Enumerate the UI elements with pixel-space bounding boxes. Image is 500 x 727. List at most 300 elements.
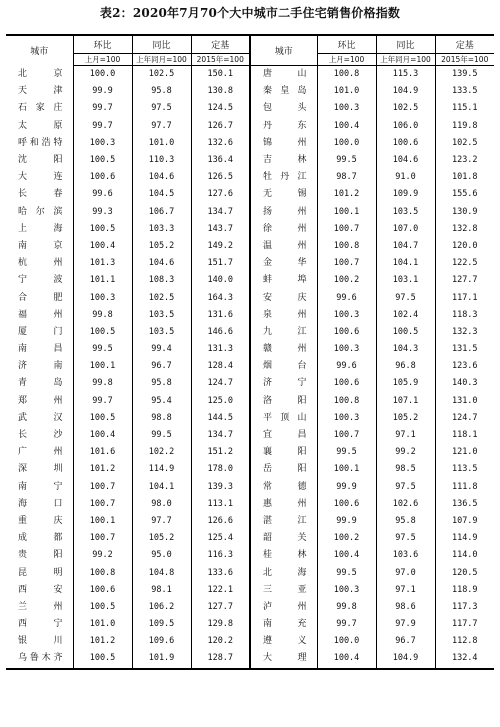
base-value-right: 111.8 — [435, 479, 494, 496]
base-value-right: 117.3 — [435, 599, 494, 616]
city-name-right: 丹东 — [250, 118, 317, 135]
header-mom-sub-right: 上月=100 — [317, 54, 376, 66]
yoy-value-left: 103.5 — [132, 324, 191, 341]
city-name-left: 兰州 — [18, 601, 63, 612]
city-name-right: 岳阳 — [250, 461, 317, 478]
yoy-value-left: 95.0 — [132, 547, 191, 564]
mom-value-right: 99.5 — [317, 152, 376, 169]
yoy-value-left: 104.6 — [132, 255, 191, 272]
base-value-left: 178.0 — [191, 461, 250, 478]
yoy-value-right: 96.8 — [376, 358, 435, 375]
mom-value-left: 100.6 — [73, 582, 132, 599]
base-value-right: 127.7 — [435, 272, 494, 289]
table-row — [6, 358, 494, 375]
yoy-value-right: 106.0 — [376, 118, 435, 135]
city-name-right: 洛阳 — [250, 393, 317, 410]
city-name-right: 扬州 — [250, 204, 317, 221]
yoy-value-left: 97.7 — [132, 513, 191, 530]
yoy-value-right: 115.3 — [376, 66, 435, 84]
city-name-right: 三亚 — [250, 582, 317, 599]
city-name-left: 银川 — [18, 636, 63, 647]
table-body — [6, 66, 494, 669]
city-name-left: 乌鲁木齐 — [6, 650, 73, 668]
yoy-value-left: 106.7 — [132, 204, 191, 221]
yoy-value-right: 109.9 — [376, 186, 435, 203]
base-value-left: 126.5 — [191, 169, 250, 186]
yoy-value-right: 102.4 — [376, 307, 435, 324]
city-name-right: 泸州 — [250, 599, 317, 616]
yoy-value-right: 97.1 — [376, 427, 435, 444]
base-value-left: 164.3 — [191, 289, 250, 306]
base-value-right: 117.7 — [435, 616, 494, 633]
mom-value-left: 100.3 — [73, 289, 132, 306]
base-value-left: 134.7 — [191, 427, 250, 444]
base-value-right: 140.3 — [435, 375, 494, 392]
base-value-right: 136.5 — [435, 496, 494, 513]
mom-value-left: 100.0 — [73, 66, 132, 84]
mom-value-right: 100.2 — [317, 530, 376, 547]
city-name-left: 昆明 — [18, 567, 63, 578]
yoy-value-left: 102.2 — [132, 444, 191, 461]
mom-value-left: 101.2 — [73, 461, 132, 478]
header-yoy-sub-left: 上年同月=100 — [132, 54, 191, 66]
city-name-right: 徐州 — [250, 221, 317, 238]
mom-value-left: 100.3 — [73, 135, 132, 152]
city-name-left: 沈阳 — [18, 155, 63, 166]
mom-value-right: 100.4 — [317, 650, 376, 668]
base-value-left: 132.6 — [191, 135, 250, 152]
base-value-right: 131.5 — [435, 341, 494, 358]
base-value-right: 123.6 — [435, 358, 494, 375]
base-value-right: 132.4 — [435, 650, 494, 668]
mom-value-right: 100.3 — [317, 582, 376, 599]
base-value-right: 118.3 — [435, 307, 494, 324]
base-value-right: 124.7 — [435, 410, 494, 427]
base-value-left: 144.5 — [191, 410, 250, 427]
mom-value-right: 100.3 — [317, 341, 376, 358]
base-value-right: 115.1 — [435, 100, 494, 117]
base-value-left: 126.7 — [191, 118, 250, 135]
header-city-left: 城市 — [6, 35, 73, 66]
city-name-left: 天津 — [18, 86, 63, 97]
city-name-right: 九江 — [250, 324, 317, 341]
yoy-value-left: 108.3 — [132, 272, 191, 289]
mom-value-left: 99.7 — [73, 100, 132, 117]
table-row — [6, 324, 494, 341]
table-row — [6, 547, 494, 564]
yoy-value-right: 97.5 — [376, 289, 435, 306]
mom-value-right: 99.6 — [317, 358, 376, 375]
table-row — [6, 513, 494, 530]
table-row — [6, 307, 494, 324]
table-row — [6, 341, 494, 358]
yoy-value-left: 105.2 — [132, 530, 191, 547]
mom-value-left: 100.5 — [73, 152, 132, 169]
header-mom-sub-left: 上月=100 — [73, 54, 132, 66]
mom-value-left: 101.3 — [73, 255, 132, 272]
mom-value-left: 100.7 — [73, 530, 132, 547]
yoy-value-right: 96.7 — [376, 633, 435, 650]
yoy-value-right: 97.0 — [376, 564, 435, 581]
city-name-left: 西宁 — [18, 619, 63, 630]
mom-value-right: 100.7 — [317, 221, 376, 238]
base-value-right: 114.9 — [435, 530, 494, 547]
base-value-left: 133.6 — [191, 564, 250, 581]
mom-value-right: 100.0 — [317, 135, 376, 152]
base-value-left: 143.7 — [191, 221, 250, 238]
yoy-value-left: 98.8 — [132, 410, 191, 427]
mom-value-right: 100.3 — [317, 307, 376, 324]
yoy-value-left: 109.6 — [132, 633, 191, 650]
yoy-value-right: 100.6 — [376, 135, 435, 152]
yoy-value-left: 103.3 — [132, 221, 191, 238]
base-value-right: 120.0 — [435, 238, 494, 255]
mom-value-left: 101.6 — [73, 444, 132, 461]
table-row — [6, 410, 494, 427]
base-value-right: 114.0 — [435, 547, 494, 564]
base-value-left: 151.2 — [191, 444, 250, 461]
table-row — [6, 186, 494, 203]
city-name-left: 广州 — [18, 447, 63, 458]
yoy-value-left: 95.8 — [132, 375, 191, 392]
mom-value-left: 100.5 — [73, 324, 132, 341]
base-value-right: 112.8 — [435, 633, 494, 650]
mom-value-left: 100.4 — [73, 427, 132, 444]
mom-value-left: 99.7 — [73, 118, 132, 135]
mom-value-right: 101.0 — [317, 83, 376, 100]
city-name-left: 南京 — [18, 240, 63, 251]
base-value-right: 121.0 — [435, 444, 494, 461]
base-value-right: 102.5 — [435, 135, 494, 152]
mom-value-right: 100.7 — [317, 255, 376, 272]
city-name-left: 石家庄 — [18, 103, 63, 114]
city-name-left: 青岛 — [18, 378, 63, 389]
city-name-left: 重庆 — [18, 515, 63, 526]
yoy-value-left: 104.6 — [132, 169, 191, 186]
base-value-left: 131.6 — [191, 307, 250, 324]
price-index-table-container — [6, 34, 494, 670]
mom-value-left: 100.5 — [73, 410, 132, 427]
yoy-value-right: 98.6 — [376, 599, 435, 616]
mom-value-right: 100.3 — [317, 410, 376, 427]
base-value-left: 128.4 — [191, 358, 250, 375]
city-name-right: 温州 — [250, 238, 317, 255]
header-base-left: 定基 — [191, 35, 250, 54]
city-name-right: 惠州 — [250, 496, 317, 513]
yoy-value-left: 99.4 — [132, 341, 191, 358]
base-value-right: 118.9 — [435, 582, 494, 599]
mom-value-right: 98.7 — [317, 169, 376, 186]
yoy-value-right: 100.5 — [376, 324, 435, 341]
mom-value-left: 99.6 — [73, 186, 132, 203]
yoy-value-right: 105.9 — [376, 375, 435, 392]
mom-value-left: 100.1 — [73, 513, 132, 530]
mom-value-left: 100.5 — [73, 650, 132, 668]
city-name-right: 襄阳 — [250, 444, 317, 461]
mom-value-left: 99.9 — [73, 83, 132, 100]
table-row — [6, 204, 494, 221]
base-value-left: 127.6 — [191, 186, 250, 203]
mom-value-left: 100.5 — [73, 599, 132, 616]
city-name-right: 锦州 — [250, 135, 317, 152]
mom-value-left: 101.2 — [73, 633, 132, 650]
city-name-left: 北京 — [18, 68, 63, 79]
base-value-right: 131.0 — [435, 393, 494, 410]
base-value-right: 118.1 — [435, 427, 494, 444]
yoy-value-left: 105.2 — [132, 238, 191, 255]
city-name-left: 长沙 — [18, 430, 63, 441]
table-row — [6, 118, 494, 135]
yoy-value-right: 104.9 — [376, 83, 435, 100]
table-row — [6, 238, 494, 255]
yoy-value-left: 102.5 — [132, 66, 191, 84]
city-name-left: 呼和浩特 — [18, 137, 63, 148]
yoy-value-right: 97.5 — [376, 530, 435, 547]
table-row — [6, 461, 494, 478]
table-row — [6, 599, 494, 616]
mom-value-right: 100.7 — [317, 427, 376, 444]
yoy-value-right: 99.2 — [376, 444, 435, 461]
mom-value-right: 99.5 — [317, 444, 376, 461]
mom-value-right: 100.4 — [317, 547, 376, 564]
header-city-right: 城市 — [250, 35, 317, 66]
yoy-value-right: 98.5 — [376, 461, 435, 478]
yoy-value-left: 98.1 — [132, 582, 191, 599]
mom-value-right: 99.7 — [317, 616, 376, 633]
city-name-left: 上海 — [18, 223, 63, 234]
city-name-right: 安庆 — [250, 289, 317, 306]
base-value-right: 107.9 — [435, 513, 494, 530]
table-title: 表2：2020年7月70个大中城市二手住宅销售价格指数 — [99, 6, 401, 20]
table-row — [6, 564, 494, 581]
base-value-left: 125.0 — [191, 393, 250, 410]
mom-value-left: 100.8 — [73, 564, 132, 581]
city-name-right: 遵义 — [250, 633, 317, 650]
yoy-value-right: 97.9 — [376, 616, 435, 633]
mom-value-left: 101.1 — [73, 272, 132, 289]
mom-value-right: 100.6 — [317, 324, 376, 341]
mom-value-right: 99.9 — [317, 479, 376, 496]
base-value-left: 130.8 — [191, 83, 250, 100]
base-value-left: 120.2 — [191, 633, 250, 650]
price-index-table — [6, 34, 494, 670]
city-name-left: 合肥 — [18, 292, 63, 303]
mom-value-left: 99.2 — [73, 547, 132, 564]
table-row — [6, 650, 494, 668]
yoy-value-right: 104.1 — [376, 255, 435, 272]
base-value-left: 136.4 — [191, 152, 250, 169]
header-mom-right: 环比 — [317, 35, 376, 54]
base-value-left: 116.3 — [191, 547, 250, 564]
table-row — [6, 375, 494, 392]
header-mom-left: 环比 — [73, 35, 132, 54]
mom-value-right: 100.6 — [317, 496, 376, 513]
city-name-right: 济宁 — [250, 375, 317, 392]
table-row — [6, 66, 494, 84]
mom-value-left: 100.4 — [73, 238, 132, 255]
base-value-right: 132.8 — [435, 221, 494, 238]
mom-value-right: 100.4 — [317, 118, 376, 135]
city-name-left: 厦门 — [18, 326, 63, 337]
mom-value-right: 100.0 — [317, 633, 376, 650]
table-row — [6, 530, 494, 547]
table-row — [6, 479, 494, 496]
city-name-right: 秦皇岛 — [250, 83, 317, 100]
city-name-right: 无锡 — [250, 186, 317, 203]
yoy-value-right: 104.6 — [376, 152, 435, 169]
header-base-sub-right: 2015年=100 — [435, 54, 494, 66]
base-value-right: 155.6 — [435, 186, 494, 203]
base-value-right: 123.2 — [435, 152, 494, 169]
base-value-left: 122.1 — [191, 582, 250, 599]
base-value-right: 132.3 — [435, 324, 494, 341]
city-name-right: 唐山 — [250, 66, 317, 84]
yoy-value-left: 110.3 — [132, 152, 191, 169]
header-yoy-right: 同比 — [376, 35, 435, 54]
mom-value-right: 99.8 — [317, 599, 376, 616]
header-yoy-left: 同比 — [132, 35, 191, 54]
city-name-right: 赣州 — [250, 341, 317, 358]
yoy-value-right: 104.7 — [376, 238, 435, 255]
base-value-left: 129.8 — [191, 616, 250, 633]
yoy-value-right: 97.1 — [376, 582, 435, 599]
city-name-right: 北海 — [250, 564, 317, 581]
base-value-left: 149.2 — [191, 238, 250, 255]
table-row — [6, 83, 494, 100]
base-value-right: 133.5 — [435, 83, 494, 100]
city-name-left: 郑州 — [18, 395, 63, 406]
base-value-left: 140.0 — [191, 272, 250, 289]
table-row — [6, 582, 494, 599]
base-value-right: 122.5 — [435, 255, 494, 272]
table-row — [6, 616, 494, 633]
yoy-value-right: 102.6 — [376, 496, 435, 513]
mom-value-left: 99.8 — [73, 307, 132, 324]
base-value-right: 113.5 — [435, 461, 494, 478]
city-name-right: 金华 — [250, 255, 317, 272]
mom-value-left: 99.3 — [73, 204, 132, 221]
table-row — [6, 272, 494, 289]
yoy-value-left: 104.1 — [132, 479, 191, 496]
city-name-right: 泉州 — [250, 307, 317, 324]
base-value-left: 139.3 — [191, 479, 250, 496]
city-name-left: 贵阳 — [18, 550, 63, 561]
mom-value-right: 101.2 — [317, 186, 376, 203]
city-name-right: 牡丹江 — [250, 169, 317, 186]
city-name-right: 吉林 — [250, 152, 317, 169]
yoy-value-left: 101.9 — [132, 650, 191, 668]
header-base-sub-left: 2015年=100 — [191, 54, 250, 66]
yoy-value-left: 114.9 — [132, 461, 191, 478]
yoy-value-left: 109.5 — [132, 616, 191, 633]
mom-value-right: 100.1 — [317, 461, 376, 478]
yoy-value-left: 101.0 — [132, 135, 191, 152]
mom-value-right: 100.3 — [317, 100, 376, 117]
yoy-value-right: 105.2 — [376, 410, 435, 427]
mom-value-left: 100.1 — [73, 358, 132, 375]
city-name-right: 烟台 — [250, 358, 317, 375]
yoy-value-right: 104.9 — [376, 650, 435, 668]
table-row — [6, 100, 494, 117]
city-name-left: 杭州 — [18, 258, 63, 269]
city-name-left: 成都 — [18, 533, 63, 544]
base-value-left: 146.6 — [191, 324, 250, 341]
base-value-right: 139.5 — [435, 66, 494, 84]
base-value-left: 113.1 — [191, 496, 250, 513]
city-name-right: 蚌埠 — [250, 272, 317, 289]
base-value-right: 120.5 — [435, 564, 494, 581]
mom-value-left: 99.7 — [73, 393, 132, 410]
yoy-value-left: 99.5 — [132, 427, 191, 444]
city-name-left: 西安 — [18, 584, 63, 595]
yoy-value-right: 103.1 — [376, 272, 435, 289]
yoy-value-right: 103.6 — [376, 547, 435, 564]
city-name-left: 深圳 — [18, 464, 63, 475]
base-value-right: 101.8 — [435, 169, 494, 186]
city-name-right: 南充 — [250, 616, 317, 633]
table-row — [6, 255, 494, 272]
mom-value-left: 100.6 — [73, 169, 132, 186]
mom-value-right: 99.6 — [317, 289, 376, 306]
base-value-right: 130.9 — [435, 204, 494, 221]
city-name-right: 平顶山 — [250, 410, 317, 427]
table-row — [6, 135, 494, 152]
city-name-right: 常德 — [250, 479, 317, 496]
yoy-value-left: 102.5 — [132, 289, 191, 306]
table-row — [6, 289, 494, 306]
base-value-left: 125.4 — [191, 530, 250, 547]
city-name-right: 宜昌 — [250, 427, 317, 444]
table-row — [6, 427, 494, 444]
mom-value-left: 101.0 — [73, 616, 132, 633]
city-name-right: 大理 — [250, 650, 317, 668]
yoy-value-left: 95.8 — [132, 83, 191, 100]
base-value-left: 124.7 — [191, 375, 250, 392]
yoy-value-right: 104.3 — [376, 341, 435, 358]
city-name-right: 桂林 — [250, 547, 317, 564]
city-name-left: 武汉 — [18, 412, 63, 423]
base-value-left: 127.7 — [191, 599, 250, 616]
table-row — [6, 633, 494, 650]
mom-value-left: 99.5 — [73, 341, 132, 358]
yoy-value-right: 103.5 — [376, 204, 435, 221]
city-name-left: 福州 — [18, 309, 63, 320]
table-row — [6, 221, 494, 238]
yoy-value-right: 95.8 — [376, 513, 435, 530]
city-name-right: 湛江 — [250, 513, 317, 530]
city-name-left: 宁波 — [18, 275, 63, 286]
table-row — [6, 152, 494, 169]
table-row — [6, 393, 494, 410]
mom-value-right: 100.2 — [317, 272, 376, 289]
base-value-right: 119.8 — [435, 118, 494, 135]
base-value-left: 150.1 — [191, 66, 250, 84]
yoy-value-left: 104.8 — [132, 564, 191, 581]
city-name-left: 海口 — [18, 498, 63, 509]
mom-value-left: 100.7 — [73, 496, 132, 513]
header-base-right: 定基 — [435, 35, 494, 54]
mom-value-right: 100.8 — [317, 393, 376, 410]
mom-value-left: 99.8 — [73, 375, 132, 392]
city-name-left: 太原 — [18, 120, 63, 131]
mom-value-right: 100.1 — [317, 204, 376, 221]
yoy-value-right: 107.1 — [376, 393, 435, 410]
base-value-left: 151.7 — [191, 255, 250, 272]
mom-value-right: 100.6 — [317, 375, 376, 392]
mom-value-left: 100.7 — [73, 479, 132, 496]
city-name-left: 南昌 — [18, 344, 63, 355]
table-row — [6, 496, 494, 513]
